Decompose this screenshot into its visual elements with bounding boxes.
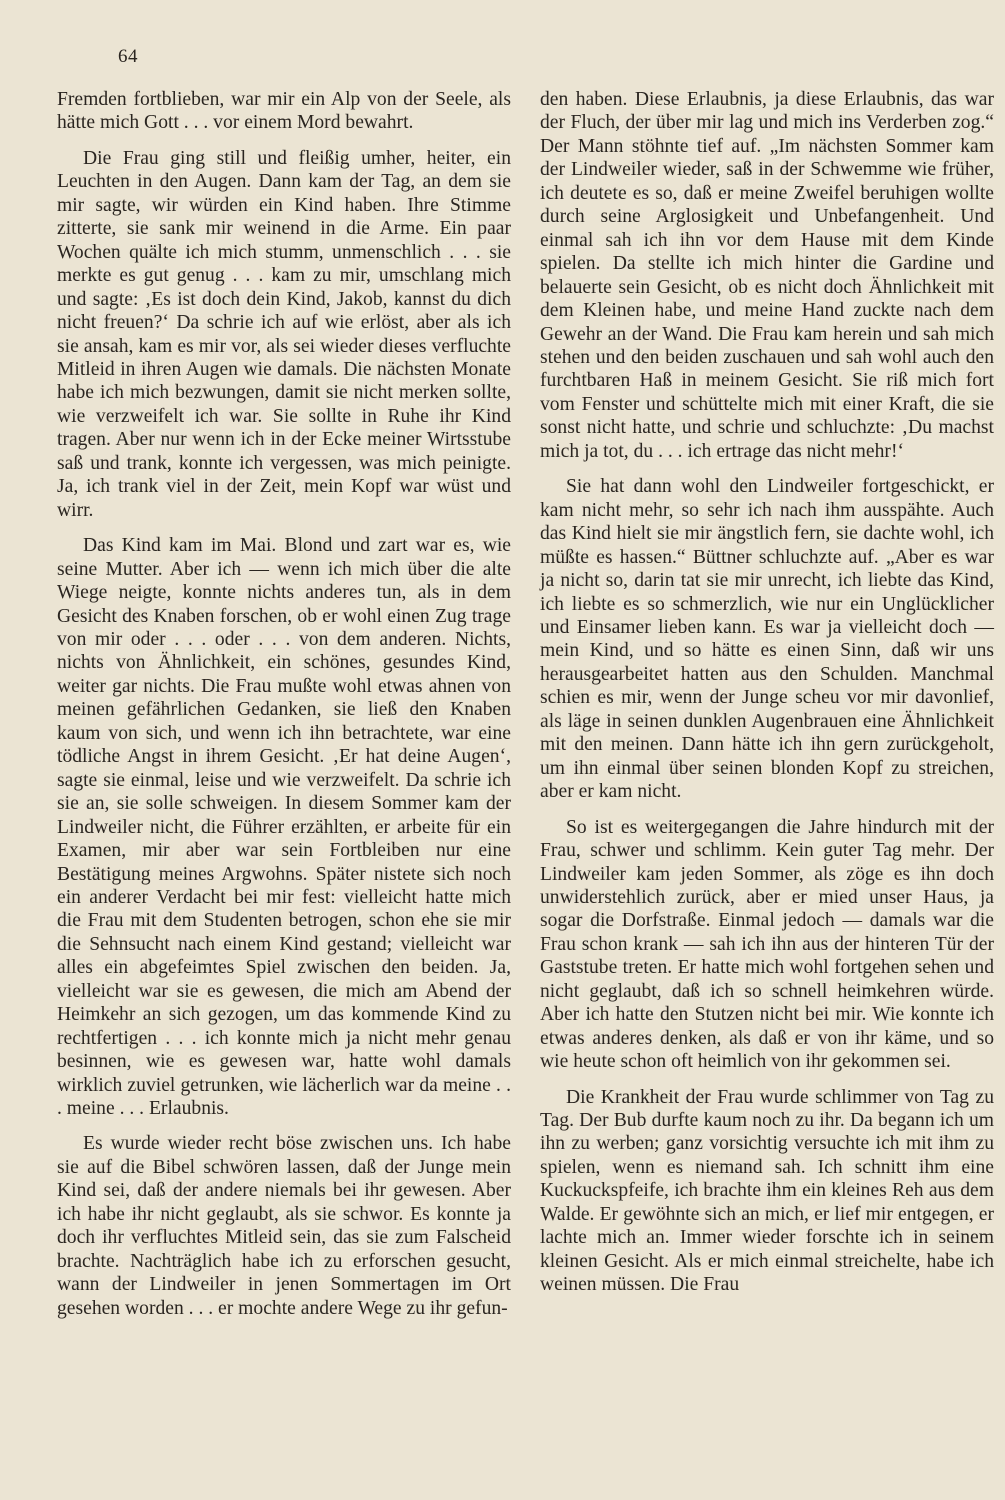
paragraph: den haben. Diese Erlaubnis, ja diese Erlaubnis, das war der Fluch, der über mir lag und mich ins Verderben zog.“ Der Mann stöhnte tief auf. „Im nächsten Sommer kam der Lindweiler wieder, saß in der Schwemme wie früher, ich deutete es so, daß er meine Zweifel beruhigen wollte durch seine Arglosigkeit und Unbefangenheit. Und einmal sah ich ihn vor dem Hause mit dem Kinde spielen. Da stellte ich mich hinter die Gardine und belauerte sein Gesicht, ob es nicht doch Ähnlichkeit mit dem Kleinen habe, und meine Hand zuckte nach dem Gewehr an der Wand. Die Frau kam herein und sah mich stehen und den beiden zuschauen und sah wohl auch den furchtbaren Haß in meinem Gesicht. Sie riß mich fort vom Fenster und schüttelte mich mit einer Kraft, die sie sonst nicht hatte, und schrie und schluchzte: ‚Du machst mich ja tot, du . . . ich ertrage das nicht mehr!‘ [540, 89, 994, 462]
paragraph: Die Frau ging still und fleißig umher, heiter, ein Leuchten in den Augen. Dann kam der Tag, an dem sie mir sagte, wir würden ein Kind haben. Ihre Stimme zitterte, sie sank mir weinend in die Arme. Ein paar Wochen quälte ich mich stumm, unmenschlich . . . sie merkte es gut genug . . . kam zu mir, umschlang mich und sagte: ‚Es ist doch dein Kind, Jakob, kannst du dich nicht freuen?‘ Da schrie ich auf wie erlöst, aber als ich sie ansah, kam es mir vor, als sei wieder dieses verfluchte Mitleid in ihren Augen wie damals. Die nächsten Monate habe ich mich bezwungen, damit sie nicht merken sollte, wie verzweifelt ich war. Sie sollte in Ruhe ihr Kind tragen. Aber nur wenn ich in der Ecke meiner Wirtsstube saß und trank, konnte ich vergessen, was mich peinigte. Ja, ich trank viel in der Zeit, mein Kopf war wüst und wirr. [57, 147, 511, 521]
page-number: 64 [118, 46, 138, 67]
paragraph: Fremden fortblieben, war mir ein Alp von der Seele, als hätte mich Gott . . . vor einem Mord bewahrt. [57, 89, 511, 134]
text-column-right [540, 88, 994, 1309]
paragraph: Es wurde wieder recht böse zwischen uns. Ich habe sie auf die Bibel schwören lassen, daß der Junge mein Kind sei, daß der andere niemals bei ihr gewesen. Aber ich habe ihr nicht geglaubt, als sie schwor. Es konnte ja doch ihr verfluchtes Mitleid sein, das sie zum Falscheid brachte. Nachträglich habe ich zu erforschen gesucht, wann der Lindweiler in jenen Sommertagen im Ort gesehen worden . . . er mochte andere Wege zu ihr gefun- [57, 1133, 511, 1319]
text-column-left [57, 88, 511, 1332]
paragraph: Die Krankheit der Frau wurde schlimmer von Tag zu Tag. Der Bub durfte kaum noch zu ihr. Da begann ich um ihn zu werben; ganz vorsichtig versuchte ich mit ihm zu spielen, wenn es niemand sah. Ich schnitt ihm eine Kuckuckspfeife, ich brachte ihm ein kleines Reh aus dem Walde. Er gewöhnte sich an mich, er lief mir entgegen, er lachte mich an. Immer wieder forschte ich in seinem kleinen Gesicht. Als er mich einmal streichelte, habe ich weinen müssen. Die Frau [540, 1086, 994, 1296]
paragraph: So ist es weitergegangen die Jahre hindurch mit der Frau, schwer und schlimm. Kein guter Tag mehr. Der Lindweiler kam jeden Sommer, als zöge es ihn doch unwiderstehlich zurück, aber er mied unser Haus, ja sogar die Dorfstraße. Einmal jedoch — damals war die Frau schon krank — sah ich ihn aus der hinteren Tür der Gaststube treten. Er hatte mich wohl fortgehen sehen und nicht geglaubt, daß ich so schnell heimkehren würde. Aber ich hatte den Stutzen nicht bei mir. Wie konnte ich etwas anderes denken, als daß er von ihr käme, und so wie heute schon oft heimlich von ihr gekommen sei. [540, 816, 994, 1073]
paragraph: Sie hat dann wohl den Lindweiler fortgeschickt, er kam nicht mehr, so sehr ich nach ihm ausspähte. Auch das Kind hielt sie mir ängstlich fern, sie dachte wohl, ich müßte es hassen.“ Büttner schluchzte auf. „Aber es war ja nicht so, darin tat sie mir unrecht, ich liebte das Kind, ich liebte es so schmerzlich, wie nur ein Unglücklicher und Einsamer lieben kann. Es war ja vielleicht doch — mein Kind, und so hätte es einen Sinn, daß wir uns herausgearbeitet hatten aus den Schulden. Manchmal schien es mir, wenn der Junge scheu vor mir davonlief, als läge in seinen dunklen Augenbrauen eine Ähnlichkeit mit den meinen. Dann hätte ich ihn gern zurückgeholt, um ihn einmal über seinen blonden Kopf zu streichen, aber er kam nicht. [540, 476, 994, 803]
paragraph: Das Kind kam im Mai. Blond und zart war es, wie seine Mutter. Aber ich — wenn ich mich über die alte Wiege neigte, konnte nichts anderes tun, als in dem Gesicht des Knaben forschen, ob er wohl einen Zug trage von mir oder . . . oder . . . von dem anderen. Nichts, nichts von Ähnlichkeit, ein schönes, gesundes Kind, weiter gar nichts. Die Frau mußte wohl etwas ahnen von meinen gefährlichen Gedanken, sie ließ den Knaben kaum von sich, und wenn ich ihn betrachtete, war eine tödliche Angst in ihrem Gesicht. ‚Er hat deine Augen‘, sagte sie einmal, leise und wie verzweifelt. Da schrie ich sie an, sie solle schweigen. In diesem Sommer kam der Lindweiler nicht, die Führer erzählten, er arbeite für ein Examen, mir aber war sein Fortbleiben nur eine Bestätigung meines Argwohns. Später nistete sich noch ein anderer Verdacht bei mir fest: vielleicht hatte mich die Frau mit dem Studenten betrogen, schon ehe sie mir die Sehnsucht nach einem Kind gestand; vielleicht war alles ein abgefeimtes Spiel zwischen den beiden. Ja, vielleicht war sie es gewesen, die mich am Abend der Heimkehr an sich gezogen, um das kommende Kind zu rechtfertigen . . . ich konnte mich ja nicht mehr genau besinnen, wie es gewesen war, hatte wohl damals wirklich zuviel getrunken, wie lächerlich war da meine . . . meine . . . Erlaubnis. [57, 535, 511, 1120]
